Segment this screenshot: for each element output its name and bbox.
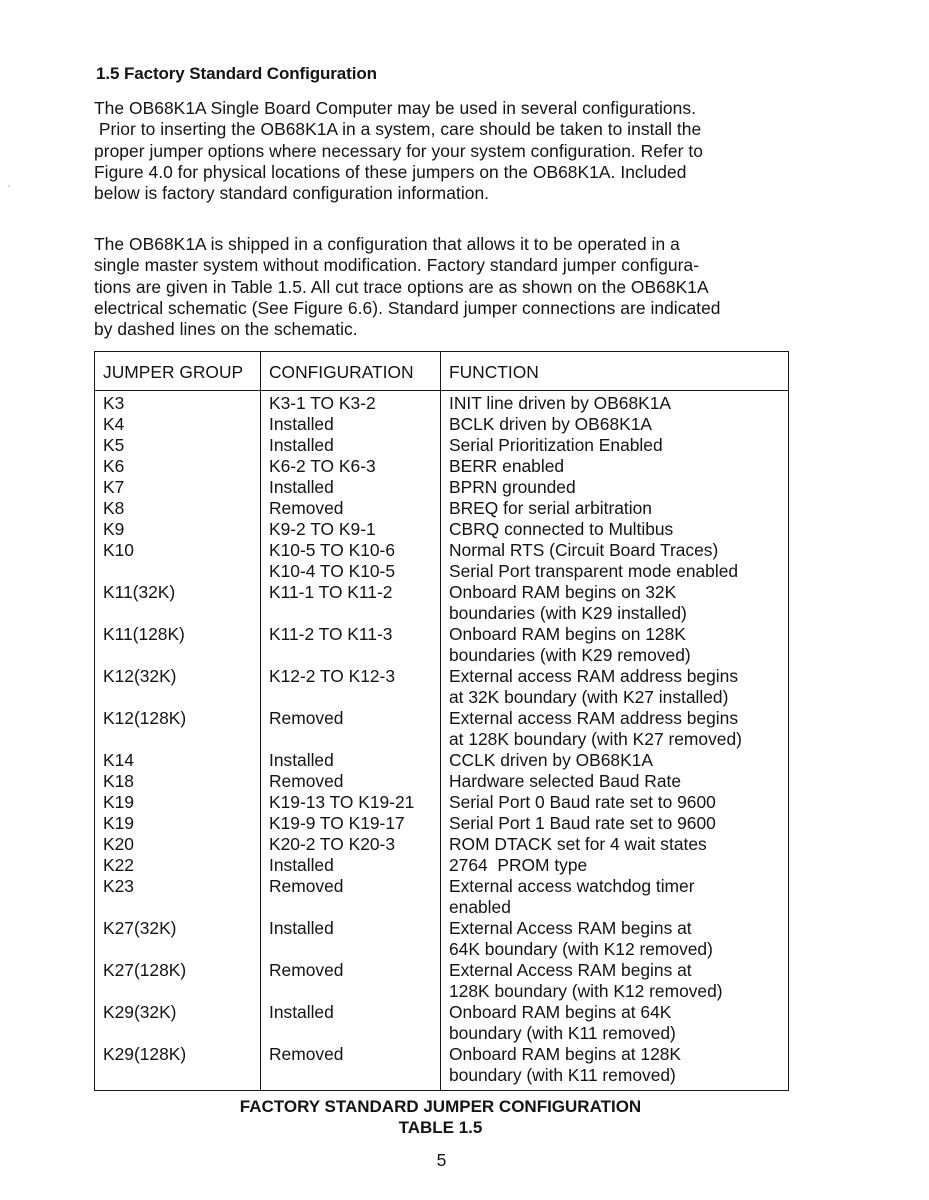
- shipping-paragraph: [94, 234, 794, 340]
- table-row: [95, 582, 789, 624]
- cell-configuration: [261, 1002, 441, 1044]
- cell-configuration: [261, 750, 441, 771]
- configuration-line: Removed: [269, 771, 344, 791]
- cell-jumper-group: K11(128K): [103, 624, 185, 644]
- table-row: [95, 414, 789, 435]
- table-row: [95, 435, 789, 456]
- configuration-line: Installed: [269, 918, 334, 938]
- cell-configuration: [261, 582, 441, 624]
- configuration-line: Removed: [269, 498, 344, 518]
- cell-function: [441, 624, 789, 666]
- cell-jumper-group: K6: [103, 456, 125, 476]
- cell-function: [441, 960, 789, 1002]
- header-jumper-group: JUMPER GROUP: [95, 352, 261, 391]
- paragraph-line: single master system without modification. Factory standard jumper configura-: [94, 255, 700, 276]
- page-number: 5: [436, 1150, 447, 1170]
- configuration-line: K12-2 TO K12-3: [269, 666, 395, 686]
- function-line: Serial Port 0 Baud rate set to 9600: [449, 792, 716, 812]
- cell-configuration: [261, 792, 441, 813]
- cell-function: [441, 435, 789, 456]
- table-row: [95, 477, 789, 498]
- cell-configuration: [261, 960, 441, 1002]
- function-line: at 32K boundary (with K27 installed): [449, 687, 729, 707]
- cell-jumper-group: K12(128K): [103, 708, 187, 728]
- function-line: External access watchdog timer: [449, 876, 695, 896]
- cell-function: [441, 414, 789, 435]
- cell-configuration: [261, 414, 441, 435]
- paragraph-line: below is factory standard configuration information.: [94, 183, 490, 204]
- cell-configuration: [261, 918, 441, 960]
- paragraph-line: electrical schematic (See Figure 6.6). Standard jumper connections are indicated: [94, 297, 721, 318]
- cell-jumper-group: K11(32K): [103, 582, 176, 602]
- table-row: [95, 666, 789, 708]
- cell-configuration: [261, 624, 441, 666]
- cell-configuration: [261, 876, 441, 918]
- paragraph-line: proper jumper options where necessary for your system configuration. Refer to: [94, 140, 703, 161]
- table-row: [95, 519, 789, 540]
- scan-artifact: [8, 185, 10, 187]
- cell-jumper-group: K4: [103, 414, 125, 434]
- cell-configuration: [261, 708, 441, 750]
- cell-configuration: [261, 540, 441, 582]
- paragraph-line: The OB68K1A Single Board Computer may be used in several configurations.: [94, 98, 696, 118]
- cell-jumper-group: K23: [103, 876, 134, 896]
- function-line: External access RAM address begins: [449, 708, 739, 728]
- function-line: External Access RAM begins at: [449, 918, 692, 938]
- cell-function: [441, 477, 789, 498]
- table-row: [95, 391, 789, 415]
- table-row: [95, 918, 789, 960]
- cell-jumper-group: K8: [103, 498, 125, 518]
- configuration-line: Installed: [269, 414, 334, 434]
- cell-configuration: [261, 771, 441, 792]
- table-row: [95, 792, 789, 813]
- table-row: [95, 540, 789, 582]
- paragraph-line: The OB68K1A is shipped in a configuration that allows it to be operated in a: [94, 234, 680, 254]
- cell-jumper-group: K5: [103, 435, 125, 455]
- cell-jumper-group: K19: [103, 792, 134, 812]
- function-line: External access RAM address begins: [449, 666, 739, 686]
- jumper-configuration-table: [94, 351, 789, 1091]
- configuration-line: Installed: [269, 855, 334, 875]
- function-line: CBRQ connected to Multibus: [449, 519, 674, 539]
- cell-function: [441, 855, 789, 876]
- cell-function: [441, 750, 789, 771]
- configuration-line: K11-1 TO K11-2: [269, 582, 393, 602]
- cell-function: [441, 582, 789, 624]
- cell-configuration: [261, 519, 441, 540]
- function-line: 128K boundary (with K12 removed): [449, 981, 723, 1001]
- cell-configuration: [261, 834, 441, 855]
- cell-configuration: [261, 666, 441, 708]
- paragraph-line: Figure 4.0 for physical locations of these jumpers on the OB68K1A. Included: [94, 161, 687, 182]
- table-row: [95, 708, 789, 750]
- cell-function: [441, 456, 789, 477]
- table-row: [95, 1044, 789, 1091]
- table-row: [95, 813, 789, 834]
- cell-jumper-group: K19: [103, 813, 134, 833]
- table-row: [95, 456, 789, 477]
- cell-function: [441, 708, 789, 750]
- function-line: Serial Port 1 Baud rate set to 9600: [449, 813, 716, 833]
- header-function: FUNCTION: [441, 352, 789, 391]
- function-line: External Access RAM begins at: [449, 960, 692, 980]
- configuration-line: K10-4 TO K10-5: [269, 561, 395, 581]
- configuration-line: Installed: [269, 477, 334, 497]
- cell-function: [441, 771, 789, 792]
- cell-jumper-group: K22: [103, 855, 134, 875]
- cell-jumper-group: K29(32K): [103, 1002, 177, 1022]
- configuration-line: Removed: [269, 876, 344, 896]
- cell-function: [441, 813, 789, 834]
- configuration-line: K19-13 TO K19-21: [269, 792, 415, 812]
- paragraph-line: tions are given in Table 1.5. All cut trace options are as shown on the OB68K1A: [94, 276, 709, 297]
- function-line: Serial Port transparent mode enabled: [449, 561, 739, 581]
- cell-function: [441, 666, 789, 708]
- function-line: Onboard RAM begins on 128K: [449, 624, 686, 644]
- cell-configuration: [261, 855, 441, 876]
- function-line: boundary (with K11 removed): [449, 1065, 676, 1085]
- configuration-line: Removed: [269, 1044, 344, 1064]
- cell-configuration: [261, 498, 441, 519]
- table-row: [95, 498, 789, 519]
- intro-paragraph: [94, 98, 794, 204]
- table-caption-number: TABLE 1.5: [398, 1118, 483, 1137]
- table-row: [95, 750, 789, 771]
- cell-function: [441, 1044, 789, 1091]
- configuration-line: Removed: [269, 708, 344, 728]
- table-body: [95, 391, 789, 1091]
- configuration-line: Removed: [269, 960, 344, 980]
- paragraph-line: by dashed lines on the schematic.: [94, 319, 358, 340]
- cell-jumper-group: K18: [103, 771, 134, 791]
- paragraph-line: Prior to inserting the OB68K1A in a system, care should be taken to install the: [94, 119, 702, 140]
- function-line: Normal RTS (Circuit Board Traces): [449, 540, 719, 560]
- cell-jumper-group: K7: [103, 477, 125, 497]
- cell-jumper-group: K14: [103, 750, 134, 770]
- table-header-row: [95, 352, 789, 391]
- configuration-line: Installed: [269, 750, 334, 770]
- table-row: [95, 1002, 789, 1044]
- cell-jumper-group: K9: [103, 519, 125, 539]
- cell-jumper-group: K27(32K): [103, 918, 177, 938]
- table-row: [95, 855, 789, 876]
- cell-function: [441, 519, 789, 540]
- function-line: BPRN grounded: [449, 477, 576, 497]
- section-title: 1.5 Factory Standard Configuration: [96, 64, 377, 83]
- configuration-line: K9-2 TO K9-1: [269, 519, 376, 539]
- function-line: ROM DTACK set for 4 wait states: [449, 834, 707, 854]
- cell-function: [441, 876, 789, 918]
- function-line: at 128K boundary (with K27 removed): [449, 729, 742, 749]
- configuration-line: K3-1 TO K3-2: [269, 393, 376, 413]
- function-line: 2764 PROM type: [449, 855, 588, 875]
- function-line: 64K boundary (with K12 removed): [449, 939, 713, 959]
- configuration-line: Installed: [269, 1002, 334, 1022]
- table-caption-title: FACTORY STANDARD JUMPER CONFIGURATION: [239, 1097, 642, 1116]
- function-line: boundary (with K11 removed): [449, 1023, 676, 1043]
- function-line: boundaries (with K29 installed): [449, 603, 687, 623]
- configuration-line: Installed: [269, 435, 334, 455]
- table-row: [95, 876, 789, 918]
- configuration-line: K6-2 TO K6-3: [269, 456, 376, 476]
- cell-jumper-group: K3: [103, 393, 125, 413]
- cell-function: [441, 834, 789, 855]
- table-row: [95, 771, 789, 792]
- configuration-line: K20-2 TO K20-3: [269, 834, 395, 854]
- configuration-line: K19-9 TO K19-17: [269, 813, 405, 833]
- cell-configuration: [261, 477, 441, 498]
- function-line: BERR enabled: [449, 456, 565, 476]
- cell-jumper-group: K27(128K): [103, 960, 187, 980]
- function-line: BCLK driven by OB68K1A: [449, 414, 652, 434]
- cell-configuration: [261, 813, 441, 834]
- cell-jumper-group: K10: [103, 540, 134, 560]
- function-line: Onboard RAM begins at 128K: [449, 1044, 682, 1064]
- function-line: INIT line driven by OB68K1A: [449, 393, 672, 413]
- function-line: BREQ for serial arbitration: [449, 498, 652, 518]
- cell-configuration: [261, 456, 441, 477]
- cell-function: [441, 540, 789, 582]
- header-configuration: CONFIGURATION: [261, 352, 441, 391]
- cell-configuration: [261, 391, 441, 415]
- cell-function: [441, 792, 789, 813]
- table-row: [95, 624, 789, 666]
- cell-function: [441, 391, 789, 415]
- cell-jumper-group: K12(32K): [103, 666, 177, 686]
- cell-jumper-group: K20: [103, 834, 134, 854]
- function-line: Onboard RAM begins at 64K: [449, 1002, 672, 1022]
- cell-configuration: [261, 435, 441, 456]
- table-row: [95, 960, 789, 1002]
- function-line: Hardware selected Baud Rate: [449, 771, 682, 791]
- function-line: CCLK driven by OB68K1A: [449, 750, 653, 770]
- cell-function: [441, 498, 789, 519]
- table-row: [95, 834, 789, 855]
- cell-function: [441, 918, 789, 960]
- cell-configuration: [261, 1044, 441, 1091]
- cell-jumper-group: K29(128K): [103, 1044, 187, 1064]
- cell-function: [441, 1002, 789, 1044]
- configuration-line: K10-5 TO K10-6: [269, 540, 395, 560]
- function-line: enabled: [449, 897, 511, 917]
- function-line: boundaries (with K29 removed): [449, 645, 691, 665]
- configuration-line: K11-2 TO K11-3: [269, 624, 393, 644]
- function-line: Onboard RAM begins on 32K: [449, 582, 677, 602]
- function-line: Serial Prioritization Enabled: [449, 435, 663, 455]
